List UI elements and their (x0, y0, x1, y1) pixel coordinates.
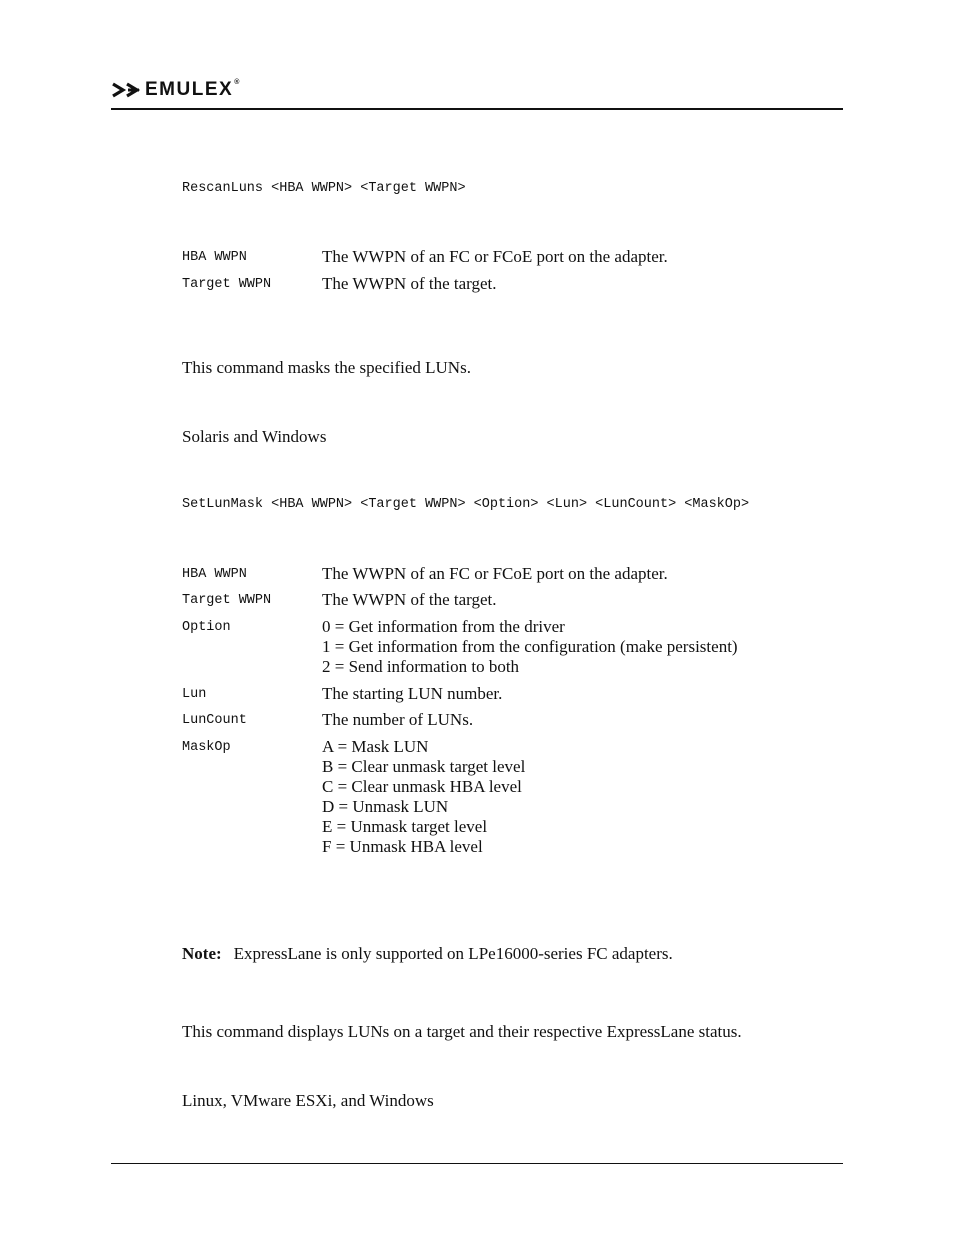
setlunmask-description: This command masks the specified LUNs. (182, 358, 471, 377)
param-desc-line: 1 = Get information from the configuration (make persistent) (322, 637, 738, 656)
param-desc-line: B = Clear unmask target level (322, 757, 526, 776)
param-name: Target WWPN (182, 593, 272, 608)
param-desc: The number of LUNs. (322, 710, 474, 729)
expresslane-note (182, 944, 673, 964)
setlunmask-param-lun (182, 684, 502, 704)
param-desc-line: D = Unmask LUN (322, 797, 449, 816)
setlunmask-param-option (182, 617, 738, 677)
param-name: MaskOp (182, 740, 231, 755)
expresslane-description: This command displays LUNs on a target and their respective ExpressLane status. (182, 1022, 742, 1041)
param-desc-line: C = Clear unmask HBA level (322, 777, 522, 796)
rescan-param-target-wwpn (182, 274, 497, 294)
param-desc: The WWPN of an FC or FCoE port on the adapter. (322, 564, 668, 583)
param-desc-line: F = Unmask HBA level (322, 837, 483, 856)
setlunmask-param-hba-wwpn (182, 564, 668, 584)
param-desc: The WWPN of the target. (322, 590, 497, 609)
emulex-mark-icon (111, 81, 141, 99)
logo-wordmark: EMULEX® (145, 79, 241, 100)
note-text: ExpressLane is only supported on LPe16000-series FC adapters. (233, 944, 673, 963)
param-desc: The WWPN of the target. (322, 274, 497, 293)
param-desc: The WWPN of an FC or FCoE port on the adapter. (322, 247, 668, 266)
param-name: Option (182, 620, 231, 635)
setlunmask-platforms: Solaris and Windows (182, 427, 327, 446)
param-desc-line: A = Mask LUN (322, 737, 429, 756)
setlunmask-param-target-wwpn (182, 590, 497, 610)
rescan-param-hba-wwpn (182, 247, 668, 267)
param-name: LunCount (182, 713, 247, 728)
setlunmask-param-luncount (182, 710, 473, 730)
param-name: HBA WWPN (182, 567, 247, 582)
emulex-logo (111, 80, 241, 100)
setlunmask-param-maskop (182, 737, 525, 857)
note-label: Note: (182, 944, 222, 963)
header-rule (111, 108, 843, 110)
rescan-syntax: RescanLuns <HBA WWPN> <Target WWPN> (182, 181, 466, 196)
param-name: HBA WWPN (182, 250, 247, 265)
param-desc-line: E = Unmask target level (322, 817, 488, 836)
param-name: Lun (182, 687, 207, 702)
param-desc: The starting LUN number. (322, 684, 503, 703)
param-desc-line: 2 = Send information to both (322, 657, 520, 676)
expresslane-platforms: Linux, VMware ESXi, and Windows (182, 1091, 434, 1110)
footer-rule (111, 1163, 843, 1164)
param-desc-line: 0 = Get information from the driver (322, 617, 565, 636)
param-name: Target WWPN (182, 277, 272, 292)
setlunmask-syntax: SetLunMask <HBA WWPN> <Target WWPN> <Option> <Lun> <LunCount> <MaskOp> (182, 497, 750, 512)
